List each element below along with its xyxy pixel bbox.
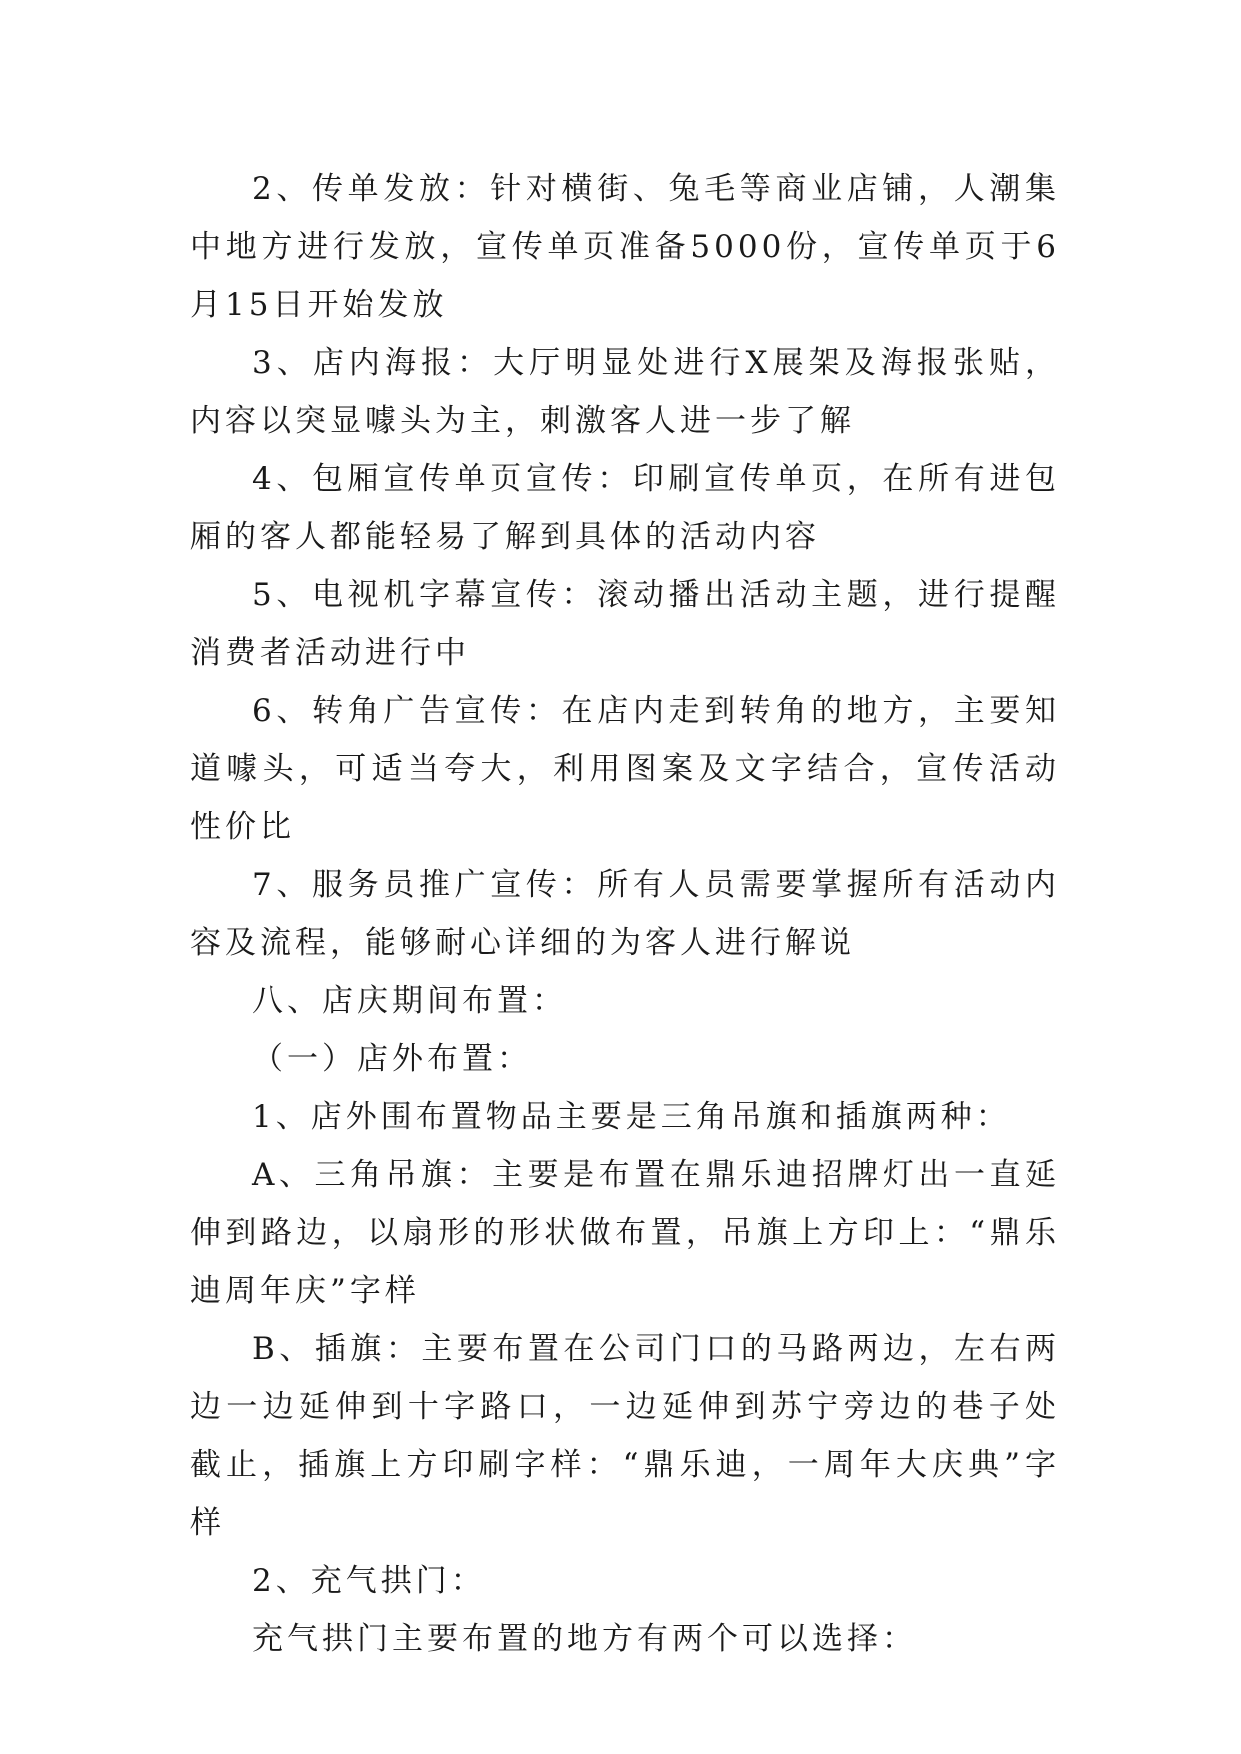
section-heading-decoration: 八、店庆期间布置： <box>252 983 567 1019</box>
paragraph-outdoor-items: 1、店外围布置物品主要是三角吊旗和插旗两种： <box>252 1099 1011 1135</box>
paragraph-corner-ad: 6、转角广告宣传：在店内走到转角的地方，主要知道噱头，可适当夸大，利用图案及文字结合，宣传活动性价比 <box>190 693 1060 845</box>
paragraph-staff-promotion: 7、服务员推广宣传：所有人员需要掌握所有活动内容及流程，能够耐心详细的为客人进行解说 <box>190 867 1060 961</box>
paragraph-inflatable-arch: 2、充气拱门： <box>252 1563 486 1599</box>
paragraph-arch-locations: 充气拱门主要布置的地方有两个可以选择： <box>252 1621 917 1657</box>
paragraph-in-store-poster: 3、店内海报：大厅明显处进行X展架及海报张贴，内容以突显噱头为主，刺激客人进一步了解 <box>190 345 1060 439</box>
paragraph-private-room-flyer: 4、包厢宣传单页宣传：印刷宣传单页，在所有进包厢的客人都能轻易了解到具体的活动内容 <box>190 461 1060 555</box>
paragraph-flyer-distribution: 2、传单发放：针对横街、兔毛等商业店铺，人潮集中地方进行发放，宣传单页准备5000份，宣传单页于6月15日开始发放 <box>190 171 1060 323</box>
paragraph-triangle-flags: A、三角吊旗：主要是布置在鼎乐迪招牌灯出一直延伸到路边，以扇形的形状做布置，吊旗上方印上：“鼎乐迪周年庆”字样 <box>190 1157 1060 1309</box>
document-body <box>190 160 1060 1668</box>
paragraph-insert-flags: B、插旗：主要布置在公司门口的马路两边，左右两边一边延伸到十字路口，一边延伸到苏宁旁边的巷子处截止，插旗上方印刷字样：“鼎乐迪，一周年大庆典”字样 <box>190 1331 1060 1541</box>
subsection-heading-outdoor: （一）店外布置： <box>252 1041 532 1077</box>
paragraph-tv-caption: 5、电视机字幕宣传：滚动播出活动主题，进行提醒消费者活动进行中 <box>190 577 1060 671</box>
